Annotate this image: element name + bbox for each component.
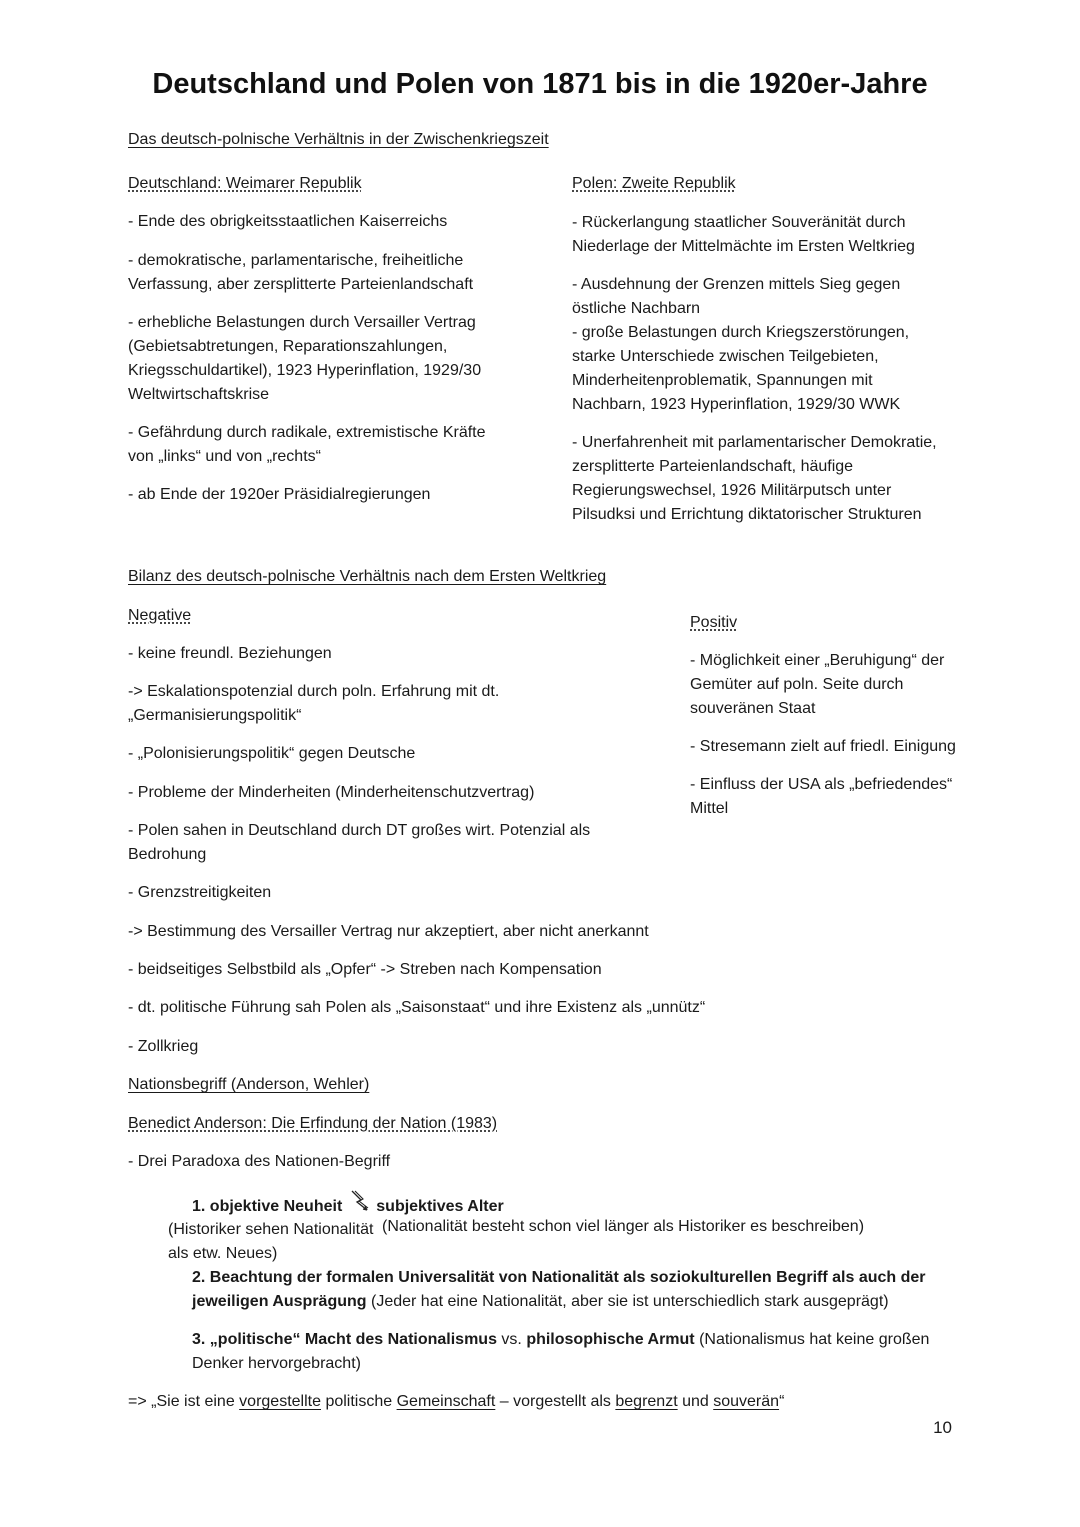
section-heading-interwar: Das deutsch-polnische Verhältnis in der Zwischenkriegszeit: [128, 131, 549, 148]
page-number: 10: [933, 1418, 952, 1437]
negative-item: - keine freundl. Beziehungen: [128, 645, 332, 662]
poland-item: - Unerfahrenheit mit parlamentarischer Demokratie, zersplitterte Parteienlandschaft, häufige Regierungswechsel, 1926 Militärputsch unter Pilsudksi und Errichtung diktatorischer Strukturen: [572, 434, 937, 523]
quote-underlined: Gemeinschaft: [396, 1393, 496, 1410]
anderson-quote: [128, 1390, 784, 1414]
negative-item: - Polen sahen in Deutschland durch DT großes wirt. Potenzial als Bedrohung: [128, 822, 591, 863]
poland-item: - Ausdehnung der Grenzen mittels Sieg gegen östliche Nachbarn: [572, 276, 901, 317]
quote-underlined: vorgestellte: [239, 1393, 321, 1410]
quote-text: => „Sie ist eine: [128, 1393, 240, 1410]
negative-item: - beidseitiges Selbstbild als „Opfer“ -> Streben nach Kompensation: [128, 961, 602, 978]
paradox-1-note-right: (Nationalität besteht schon viel länger als Historiker es beschreiben): [382, 1218, 865, 1235]
germany-item: - erhebliche Belastungen durch Versailler Vertrag (Gebietsabtretungen, Reparationszahlungen, Kriegsschuldartikel), 1923 Hyperinflation, 1929/30 Weltwirtschaftskrise: [128, 314, 482, 403]
negative-item: -> Eskalationspotenzial durch poln. Erfahrung mit dt. „Germanisierungspolitik“: [128, 683, 500, 724]
germany-heading: Deutschland: Weimarer Republik: [128, 175, 362, 192]
germany-item: - demokratische, parlamentarische, freiheitliche Verfassung, aber zersplitterte Parteienlandschaft: [128, 252, 474, 293]
negative-item: - Zollkrieg: [128, 1038, 199, 1055]
poland-item: - Rückerlangung staatlicher Souveränität durch Niederlage der Mittelmächte im Ersten Weltkrieg: [572, 214, 915, 255]
negative-item: - Grenzstreitigkeiten: [128, 884, 272, 901]
negative-item: - Probleme der Minderheiten (Minderheitenschutzvertrag): [128, 784, 535, 801]
positive-heading: Positiv: [690, 614, 738, 631]
negative-item: - „Polonisierungspolitik“ gegen Deutsche: [128, 745, 416, 762]
paradox-3-rest: (Nationalismus hat keine großen Denker hervorgebracht): [192, 1331, 930, 1372]
poland-heading: Polen: Zweite Republik: [572, 175, 736, 192]
negative-item: -> Bestimmung des Versailler Vertrag nur akzeptiert, aber nicht anerkannt: [128, 923, 649, 940]
paradox-2-bold: Beachtung der formalen Universalität von Nationalität als soziokulturellen Begriff als auch der jeweiligen Ausprägung: [192, 1269, 926, 1310]
negative-item: - dt. politische Führung sah Polen als „Saisonstaat“ und ihre Existenz als „unnütz“: [128, 999, 706, 1016]
paradox-3: [192, 1328, 937, 1376]
paradox-2: [192, 1266, 937, 1314]
quote-underlined: begrenzt: [615, 1393, 678, 1410]
paradox-3-bold1: „politische“ Macht des Nationalismus: [209, 1331, 497, 1348]
paradox-1-right: subjektives Alter: [376, 1198, 504, 1216]
germany-item: - Gefährdung durch radikale, extremistische Kräfte von „links“ und von „rechts“: [128, 424, 486, 465]
paradox-2-num: 2.: [192, 1269, 210, 1286]
paradox-1-left: 1. objektive Neuheit: [192, 1198, 343, 1216]
paradox-3-mid: vs.: [496, 1331, 527, 1348]
germany-item: - ab Ende der 1920er Präsidialregierungen: [128, 486, 431, 503]
paradox-1-note-left: (Historiker sehen Nationalität als etw. Neues): [168, 1221, 374, 1262]
section-heading-nation: Nationsbegriff (Anderson, Wehler): [128, 1076, 370, 1093]
quote-text: “: [779, 1393, 785, 1410]
paradox-2-rest: (Jeder hat eine Nationalität, aber sie ist unterschiedlich stark ausgeprägt): [366, 1293, 889, 1310]
section-heading-balance: Bilanz des deutsch-polnische Verhältnis nach dem Ersten Weltkrieg: [128, 568, 607, 585]
germany-item: - Ende des obrigkeitsstaatlichen Kaiserreichs: [128, 213, 448, 230]
negative-heading: Negative: [128, 607, 192, 624]
paradox-3-num: 3.: [192, 1331, 210, 1348]
positive-item: - Einfluss der USA als „befriedendes“ Mittel: [690, 776, 953, 817]
paradox-intro: - Drei Paradoxa des Nationen-Begriff: [128, 1153, 391, 1170]
quote-text: – vorgestellt als: [495, 1393, 616, 1410]
positive-item: - Möglichkeit einer „Beruhigung“ der Gemüter auf poln. Seite durch souveränen Staat: [690, 652, 945, 717]
page-title: Deutschland und Polen von 1871 bis in die 1920er-Jahre: [152, 68, 928, 100]
quote-text: und: [677, 1393, 714, 1410]
poland-item: - große Belastungen durch Kriegszerstörungen, starke Unterschiede zwischen Teilgebieten, Minderheitenproblematik, Spannungen mit Nachbarn, 1923 Hyperinflation, 1929/30 WWK: [572, 324, 910, 413]
quote-underlined: souverän: [713, 1393, 780, 1410]
paradox-3-bold2: philosophische Armut: [526, 1331, 695, 1348]
positive-item: - Stresemann zielt auf friedl. Einigung: [690, 738, 956, 755]
quote-text: politische: [321, 1393, 397, 1410]
anderson-heading: Benedict Anderson: Die Erfindung der Nation (1983): [128, 1115, 498, 1132]
